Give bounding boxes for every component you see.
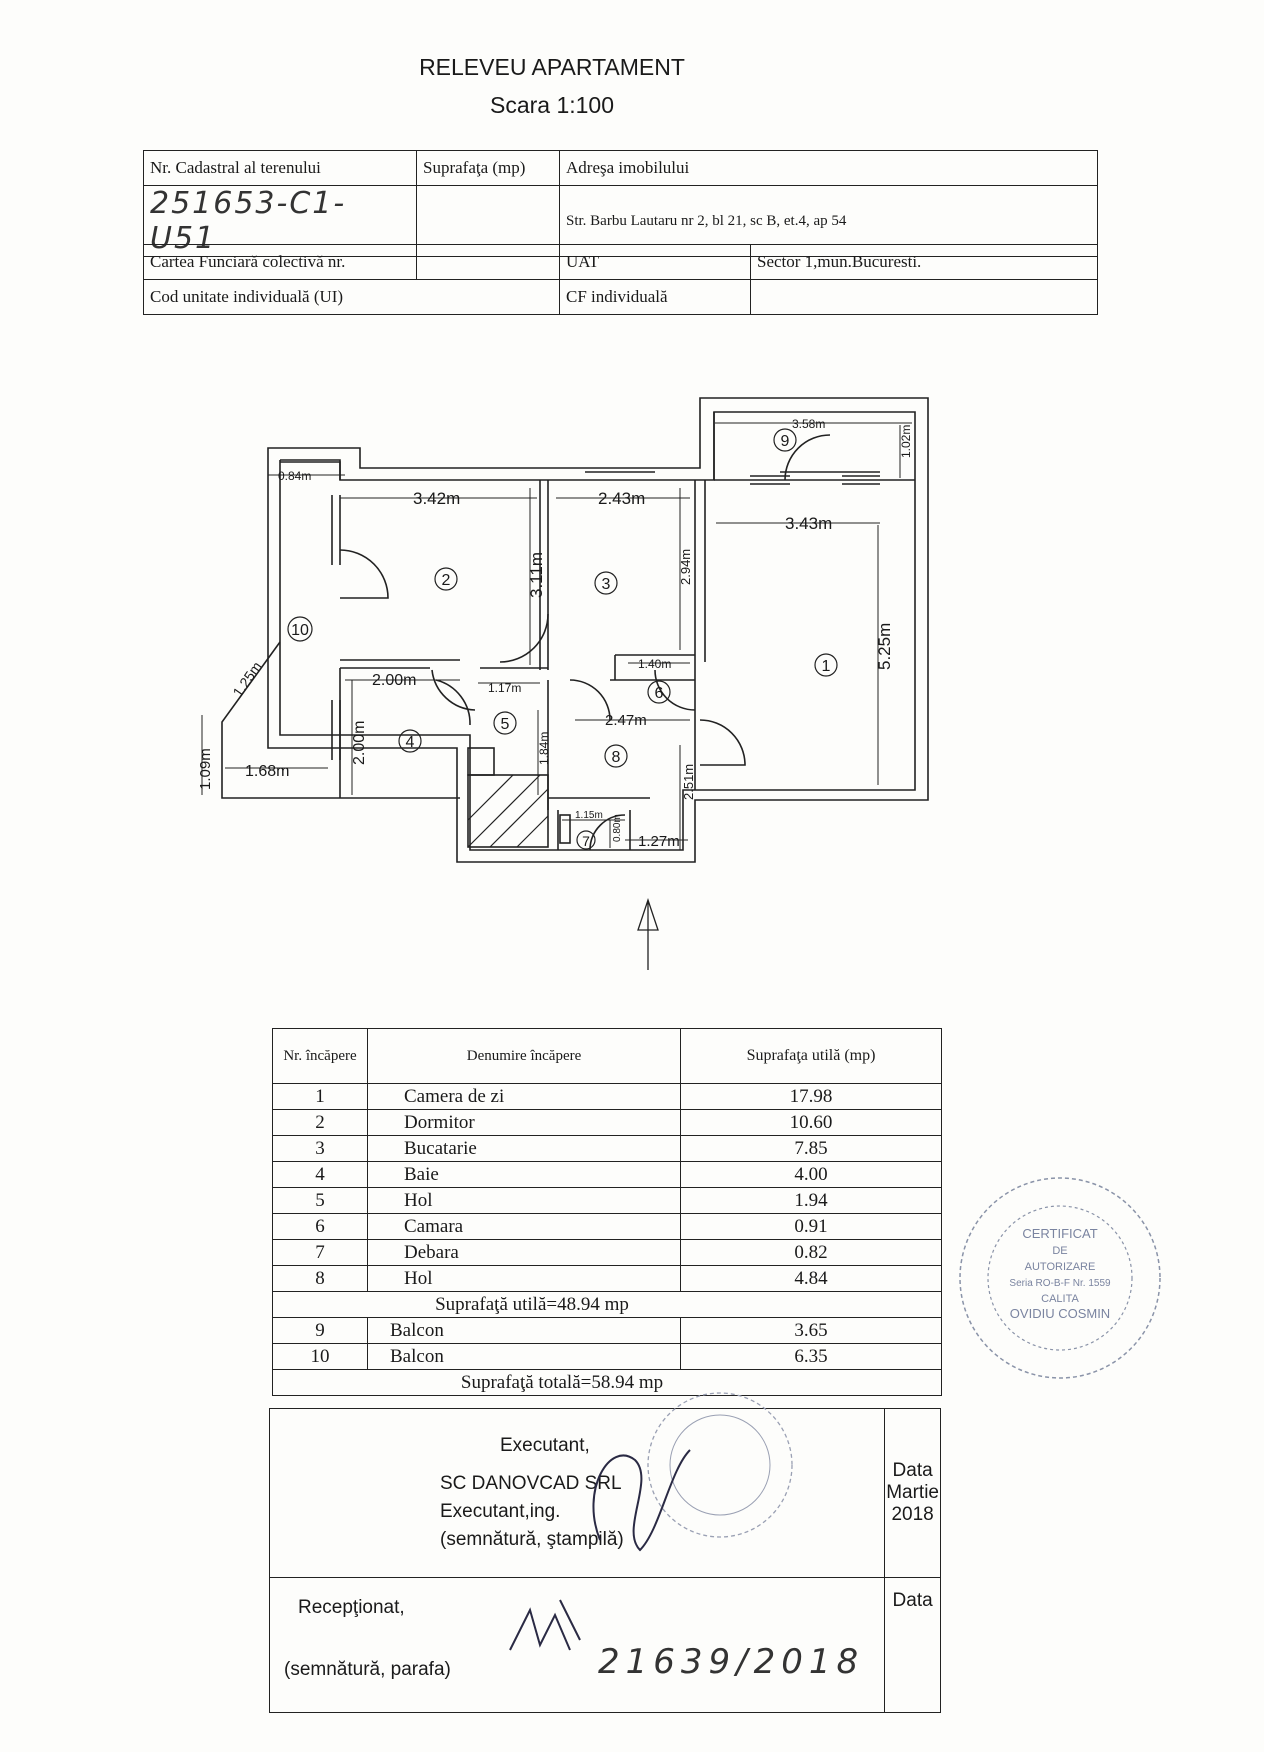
stamp-line: CERTIFICAT [1022,1226,1098,1241]
dim-label: 3.11m [527,552,546,598]
table-row: 4 Baie 4.00 [273,1162,942,1188]
col-nr-header: Nr. încăpere [273,1029,368,1084]
room-number-marker [595,572,617,594]
dim-label: 1.02m [899,424,913,458]
shaft-small [468,748,494,775]
address-value: Str. Barbu Lautaru nr 2, bl 21, sc B, et.4, ap 54 [560,186,1098,257]
cf-label: Cartea Funciară colectivă nr. [144,245,417,280]
door-room2 [340,550,388,598]
room-number: 4 [405,734,415,751]
room-number-marker [288,617,312,641]
door-hall5 [432,670,475,710]
wall-2-4 [340,660,460,668]
dim-label: 1.27m [638,833,680,850]
stamp-line: AUTORIZARE [1024,1261,1096,1273]
stamp-line: CALITA [1041,1293,1079,1305]
received-date-label: Data [892,1590,933,1611]
room-number-marker [648,681,670,703]
room-number: 9 [780,433,790,450]
outer-walls [268,398,928,862]
certificate-stamp [950,1168,1170,1388]
registration-number: 21639/2018 [598,1642,865,1682]
stamp-line: OVIDIU COSMIN [1009,1306,1111,1321]
dim-label: 5.25m [875,622,894,670]
dim-label: 1.25m [229,658,265,700]
page-title: RELEVEU APARTAMENT [419,54,685,80]
rooms-table [272,1028,942,1396]
date-cell [885,1409,941,1578]
ui-label: Cod unitate individuală (UI) [144,280,560,315]
received-note: (semnătură, parafa) [284,1659,451,1680]
header-table-bottom [143,244,1098,315]
cf-value [417,245,560,280]
signature-scribble [580,1430,700,1570]
dim-label: 1.17m [488,681,522,695]
room-number-marker [435,568,457,590]
header-table-top [143,150,1098,257]
received-date-cell [885,1578,941,1713]
table-row: 6 Camara 0.91 [273,1214,942,1240]
stamp-line: DE [1052,1245,1068,1257]
room-number-marker [399,730,421,752]
received-signature-scribble [500,1590,610,1670]
table-row: 8 Hol 4.84 [273,1266,942,1292]
grand-total: Suprafaţă totală=58.94 mp [273,1370,942,1396]
floor-plan [0,380,1264,980]
room-number: 3 [601,576,611,593]
cadastral-label: Nr. Cadastral al terenului [144,151,417,186]
table-row: 1 Camera de zi 17.98 [273,1084,942,1110]
executant-label: Executant, [500,1435,590,1456]
dim-label: 1.15m [575,810,603,821]
dim-label: 0.84m [278,469,312,483]
area-label: Suprafaţa (mp) [417,151,560,186]
room-number: 10 [291,622,309,639]
dim-label: 2.43m [598,489,646,508]
room-number-marker [494,712,516,734]
shaft [468,775,548,847]
dim-label: 3.58m [792,417,826,431]
uat-label: UAT [560,245,751,280]
room-number: 1 [821,658,831,675]
dim-label: 2.94m [678,548,693,585]
dim-label: 1.84m [537,731,551,765]
date-label: Data [892,1460,933,1481]
room-number: 7 [582,833,590,849]
dim-label: 0.80m [612,814,623,842]
table-row: 3 Bucatarie 7.85 [273,1136,942,1162]
uat-value: Sector 1,mun.Bucuresti. [751,245,1098,280]
inner-outline [280,412,915,850]
table-row: 10 Balcon 6.35 [273,1344,942,1370]
stamp-line: Seria RO-B-F Nr. 1559 [1009,1278,1111,1289]
address-label: Adreşa imobilului [560,151,1098,186]
col-name-header: Denumire încăpere [368,1029,681,1084]
room-number-marker [774,429,796,451]
sign-note: (semnătură, ştampilă) [440,1529,624,1550]
room-number-marker [815,654,837,676]
scale-label: Scara 1:100 [489,92,615,118]
door-hall8 [570,680,610,720]
dim-label: 1.68m [245,763,290,780]
table-row: 7 Debara 0.82 [273,1240,942,1266]
dim-label: 2.00m [351,720,368,765]
table-row: 2 Dormitor 10.60 [273,1110,942,1136]
room-number: 5 [500,716,510,733]
cadastral-number: 251653-C1-U51 [150,186,347,256]
north-arrow [638,900,658,970]
useful-total: Suprafaţă utilă=48.94 mp [273,1292,942,1318]
room-number: 6 [654,685,664,702]
debara-hatch [560,815,570,843]
date-value: Martie 2018 [886,1482,939,1525]
table-row: 9 Balcon 3.65 [273,1318,942,1344]
room-number-marker [577,831,595,849]
shaft-hatch [468,775,548,847]
dim-label: 1.09m [197,748,214,790]
window-bath [332,700,340,760]
dim-label: 3.43m [785,514,833,533]
table-row: 5 Hol 1.94 [273,1188,942,1214]
received-label: Recepţionat, [298,1597,405,1618]
company-name: SC DANOVCAD SRL [440,1473,622,1494]
room-number-marker [605,745,627,767]
dim-label: 2.00m [372,672,417,689]
dim-label: 2.47m [605,712,647,729]
room-number: 8 [611,749,621,766]
dim-label: 1.40m [638,657,672,671]
door-room1 [700,720,745,765]
door-balcony9 [785,435,830,480]
wall-3-1 [695,480,705,790]
cf-individual-label: CF individuală [560,280,751,315]
cf-individual-value [751,280,1098,315]
engineer-label: Executant,ing. [440,1501,561,1522]
room-number: 2 [441,572,451,589]
dim-label: 3.42m [413,489,461,508]
col-area-header: Suprafaţa utilă (mp) [681,1029,942,1084]
dim-label: 2.51m [681,763,696,800]
window-room2 [332,495,340,565]
